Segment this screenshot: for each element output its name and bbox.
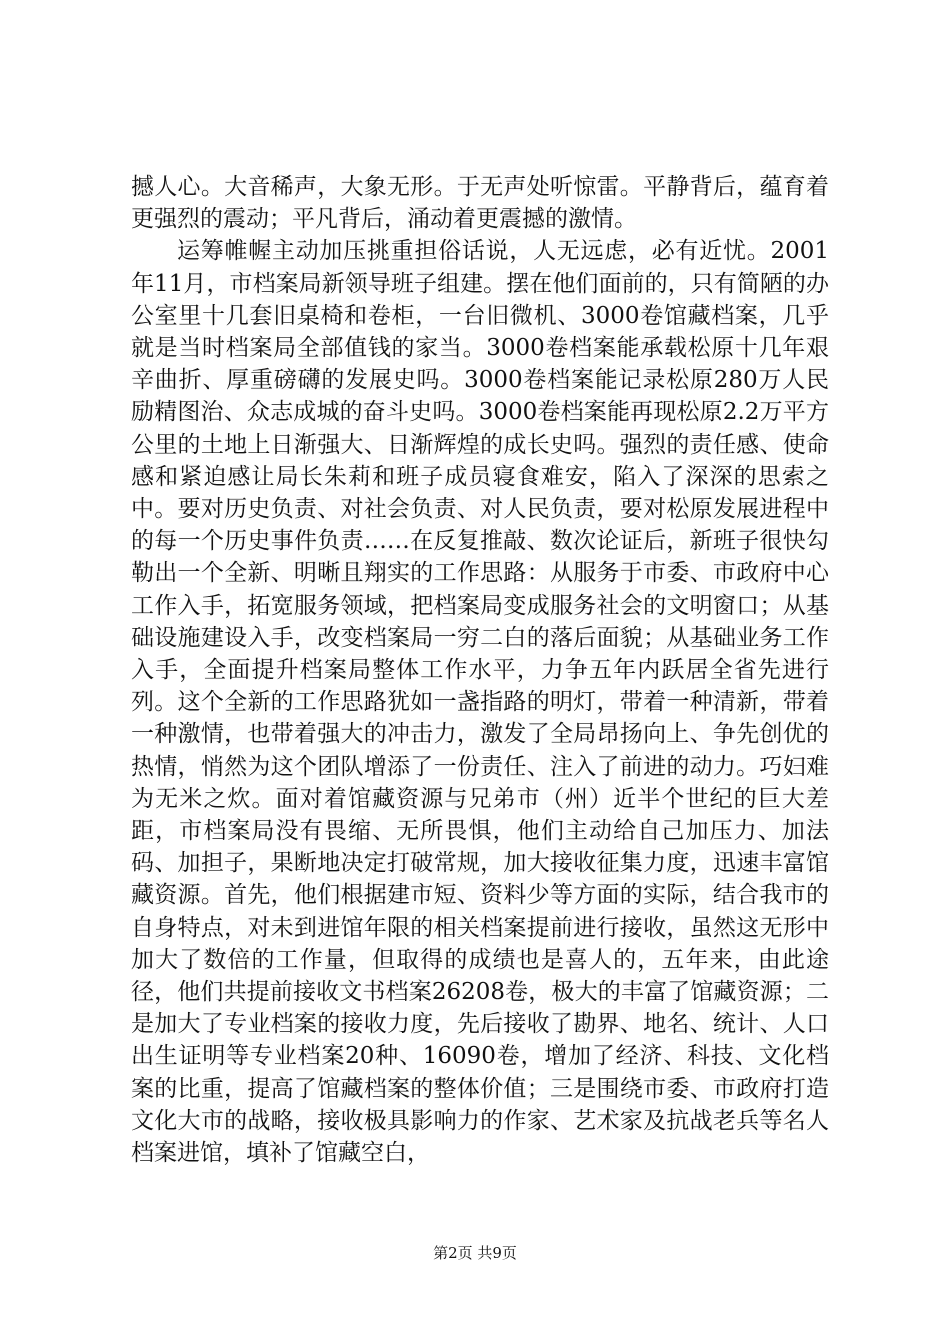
page-footer [0, 1243, 950, 1263]
document-body [131, 171, 829, 1169]
paragraph-1: 撼人心。大音稀声，大象无形。于无声处听惊雷。平静背后，蕴育着更强烈的震动；平凡背后，涌动着更震撼的激情。 [131, 174, 829, 233]
paragraph-2: 运筹帷幄主动加压挑重担俗话说，人无远虑，必有近忧。2001年11月，市档案局新领导班子组建。摆在他们面前的，只有简陋的办公室里十几套旧桌椅和卷柜，一台旧微机、3000卷馆藏档案，几乎就是当时档案局全部值钱的家当。3000卷档案能承载松原十几年艰辛曲折、厚重磅礴的发展史吗。3000卷档案能记录松原280万人民励精图治、众志成城的奋斗史吗。3000卷档案能再现松原2.2万平方公里的土地上日渐强大、日渐辉煌的成长史吗。强烈的责任感、使命感和紧迫感让局长朱莉和班子成员寝食难安，陷入了深深的思索之中。要对历史负责、对社会负责、对人民负责，要对松原发展进程中的每一个历史事件负责……在反复推敲、数次论证后，新班子很快勾勒出一个全新、明晰且翔实的工作思路：从服务于市委、市政府中心工作入手，拓宽服务领域，把档案局变成服务社会的文明窗口；从基础设施建设入手，改变档案局一穷二白的落后面貌；从基础业务工作入手，全面提升档案局整体工作水平，力争五年内跃居全省先进行列。这个全新的工作思路犹如一盏指路的明灯，带着一种清新，带着一种激情，也带着强大的冲击力，激发了全局昂扬向上、争先创优的热情，悄然为这个团队增添了一份责任、注入了前进的动力。巧妇难为无米之炊。面对着馆藏资源与兄弟市（州）近半个世纪的巨大差距，市档案局没有畏缩、无所畏惧，他们主动给自己加压力、加法码、加担子，果断地决定打破常规，加大接收征集力度，迅速丰富馆藏资源。首先，他们根据建市短、资料少等方面的实际，结合我市的自身特点，对未到进馆年限的相关档案提前进行接收，虽然这无形中加大了数倍的工作量，但取得的成绩也是喜人的，五年来，由此途径，他们共提前接收文书档案26208卷，极大的丰富了馆藏资源；二是加大了专业档案的接收力度，先后接收了勘界、地名、统计、人口出生证明等专业档案20种、16090卷，增加了经济、科技、文化档案的比重，提高了馆藏档案的整体价值；三是围绕市委、市政府打造文化大市的战略，接收极具影响力的作家、艺术家及抗战老兵等名人档案进馆，填补了馆藏空白， [131, 238, 829, 1167]
page-number: 第2页 共9页 [433, 1244, 517, 1262]
